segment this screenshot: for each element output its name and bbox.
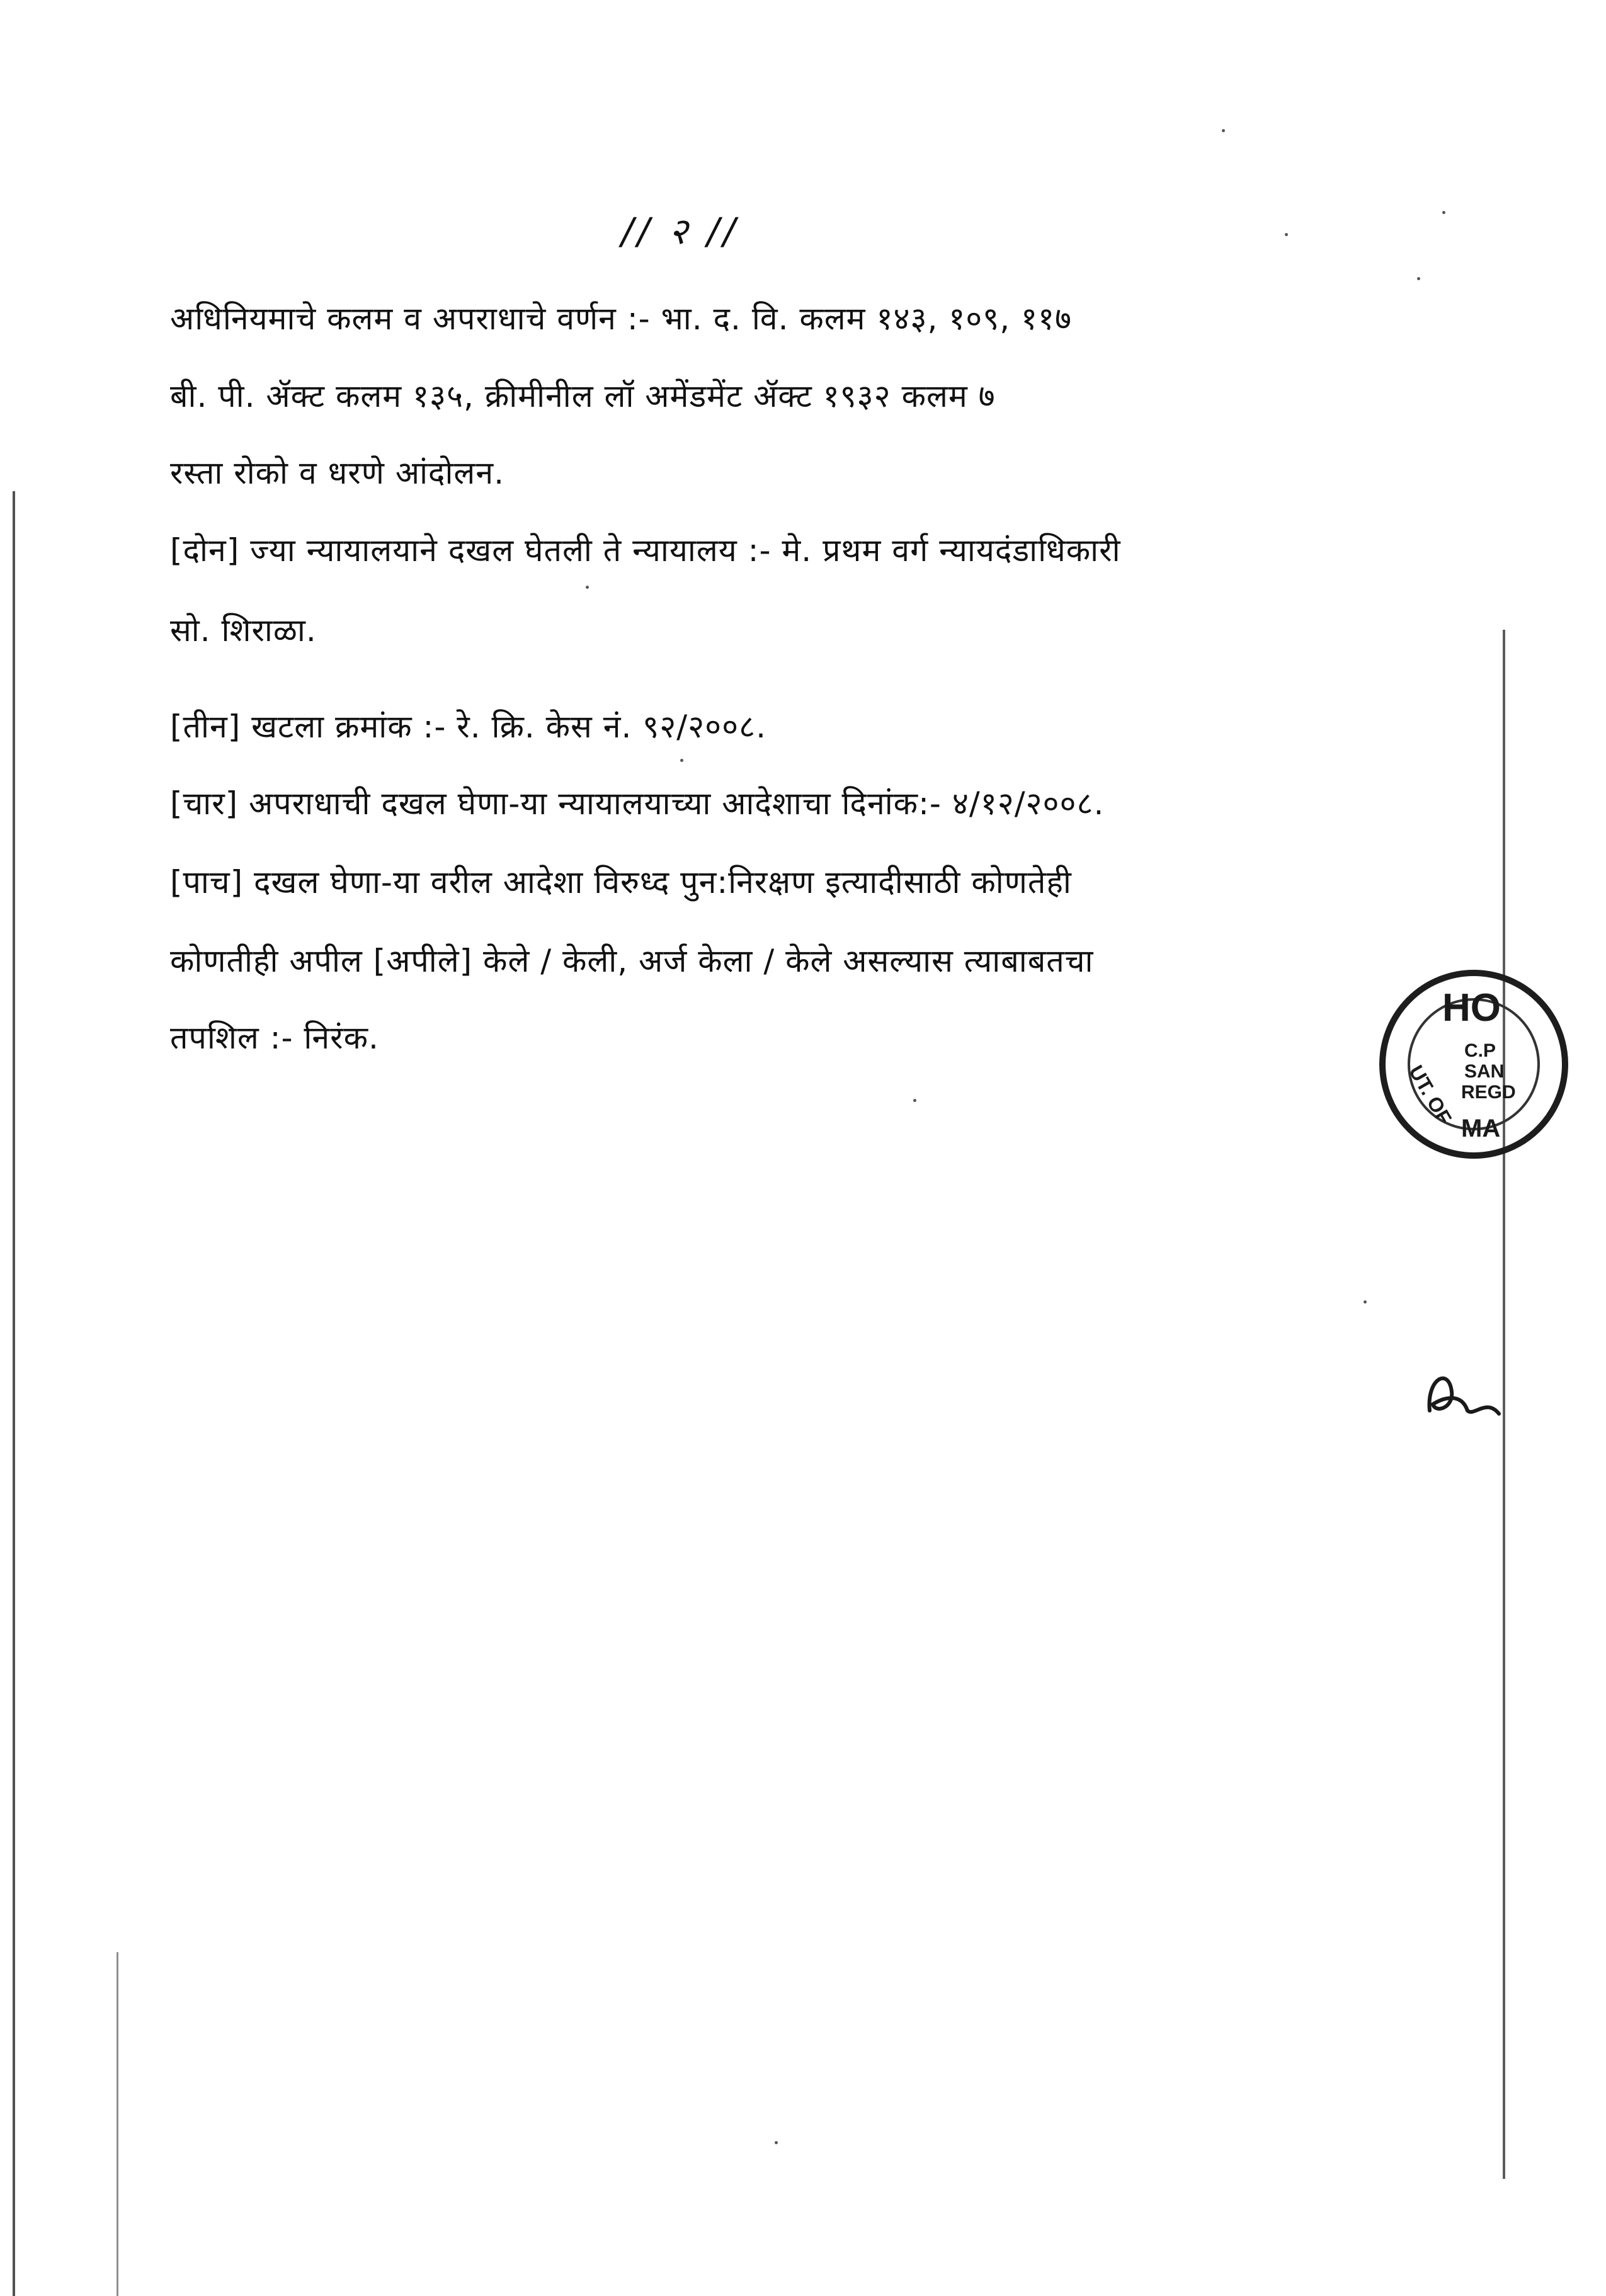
scan-speck bbox=[1285, 233, 1288, 236]
text-line-2: बी. पी. ॲक्ट कलम १३५, क्रीमीनील लॉ अमेंडमेंट ॲक्ट १९३२ कलम ७ bbox=[170, 378, 996, 414]
stamp-text-line1: C.P bbox=[1464, 1040, 1496, 1061]
scan-edge-left-inner bbox=[117, 1952, 118, 2296]
text-line-8: [पाच] दखल घेणा-या वरील आदेशा विरुध्द पुन:निरक्षण इत्यादीसाठी कोणतेही bbox=[170, 864, 1072, 901]
text-line-4: [दोन] ज्या न्यायालयाने दखल घेतली ते न्यायालय :- मे. प्रथम वर्ग न्यायदंडाधिकारी bbox=[170, 532, 1121, 569]
page-number: // २ // bbox=[621, 210, 739, 253]
text-line-6: [तीन] खटला क्रमांक :- रे. क्रि. केस नं. ९२/२००८. bbox=[170, 708, 767, 745]
text-line-5: सो. शिराळा. bbox=[170, 612, 317, 649]
scan-speck bbox=[680, 759, 683, 762]
scan-speck bbox=[1222, 129, 1225, 132]
scan-speck bbox=[1417, 277, 1420, 280]
scan-speck bbox=[913, 1099, 916, 1102]
text-line-7: [चार] अपराधाची दखल घेणा-या न्यायालयाच्या आदेशाचा दिनांक:- ४/१२/२००८. bbox=[170, 785, 1105, 822]
stamp-text-top: HO bbox=[1442, 986, 1501, 1030]
official-stamp bbox=[1379, 970, 1516, 1322]
stamp-text-line2: SAN bbox=[1464, 1061, 1505, 1082]
text-line-9: कोणतीही अपील [अपीले] केले / केली, अर्ज केला / केले असल्यास त्याबाबतचा bbox=[170, 943, 1094, 979]
text-line-3: रस्ता रोको व धरणे आंदोलन. bbox=[170, 455, 504, 491]
scan-speck bbox=[1364, 1300, 1367, 1304]
scan-edge-left bbox=[13, 491, 15, 2296]
text-line-10: तपशिल :- निरंक. bbox=[170, 1020, 379, 1056]
text-line-1: अधिनियमाचे कलम व अपराधाचे वर्णन :- भा. द. वि. कलम १४३, १०९, ११७ bbox=[170, 300, 1073, 337]
scan-speck bbox=[586, 586, 589, 589]
stamp-text-line3: REGD bbox=[1461, 1082, 1516, 1103]
stamp-text-arc: UT. OF bbox=[1404, 1061, 1457, 1128]
stamp-text-bottom: MA bbox=[1461, 1115, 1501, 1142]
scan-speck bbox=[775, 2141, 778, 2144]
signature-mark bbox=[1423, 1354, 1505, 1429]
scan-speck bbox=[1442, 211, 1445, 214]
